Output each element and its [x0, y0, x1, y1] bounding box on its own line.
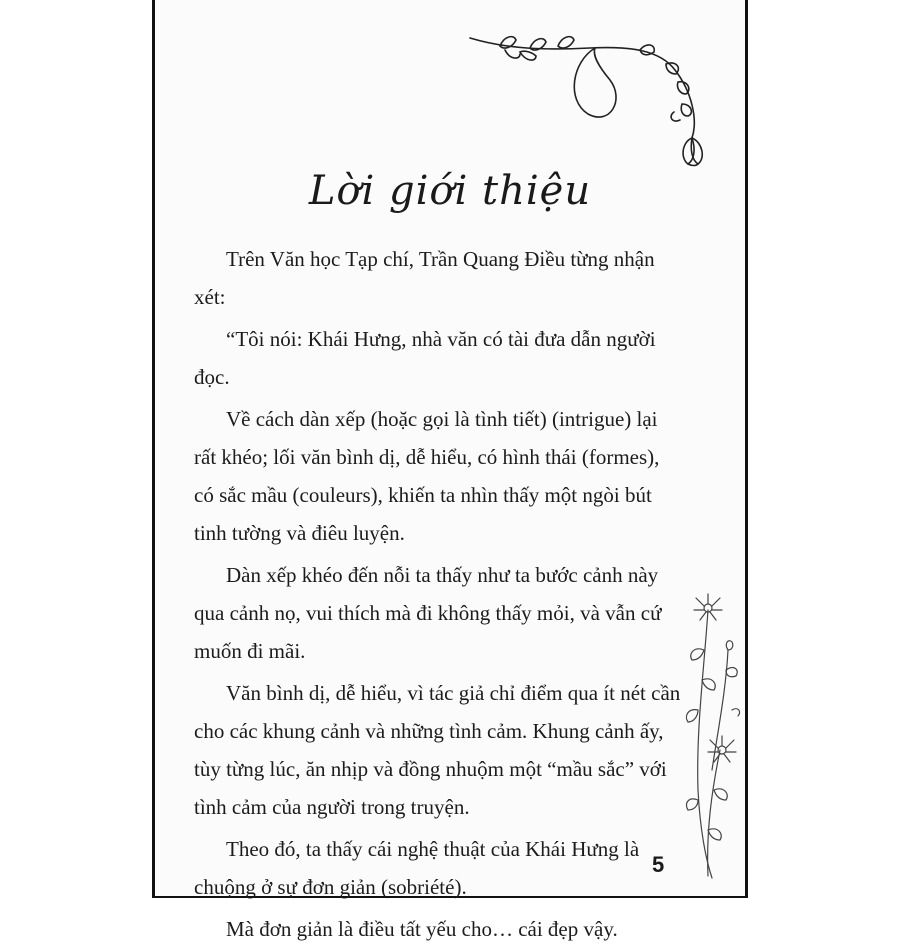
paragraph: Dàn xếp khéo đến nỗi ta thấy như ta bước cảnh này qua cảnh nọ, vui thích mà đi không thấy mỏi, và vẫn cứ muốn đi mãi.: [194, 563, 662, 663]
paragraph: Theo đó, ta thấy cái nghệ thuật của Khái Hưng là chuộng ở sự đơn giản (sobriété).: [194, 837, 640, 899]
paragraph: “Tôi nói: Khái Hưng, nhà văn có tài đưa dẫn người đọc.: [194, 327, 656, 389]
page-title: Lời giới thiệu: [308, 168, 592, 214]
paragraph: Văn bình dị, dễ hiểu, vì tác giả chỉ điểm qua ít nét cần cho các khung cảnh và những tình cảm. Khung cảnh ấy, tùy từng lúc, ăn nhịp và đồng nhuộm một “mầu sắc” với tình cảm của người trong truyện.: [194, 681, 681, 819]
paragraph: Về cách dàn xếp (hoặc gọi là tình tiết) (intrigue) lại rất khéo; lối văn bình dị, dễ hiểu, có hình thái (formes), có sắc mầu (couleurs), khiến ta nhìn thấy một ngòi bút tinh tường và điêu luyện.: [194, 407, 660, 545]
page-number: 5: [652, 852, 665, 877]
introduction-body: [194, 240, 682, 952]
paragraph: Mà đơn giản là điều tất yếu cho… cái đẹp vậy.: [226, 917, 618, 941]
paragraph: Trên Văn học Tạp chí, Trần Quang Điều từng nhận xét:: [194, 247, 655, 309]
leafy-vine-swirl-icon: [460, 20, 730, 170]
